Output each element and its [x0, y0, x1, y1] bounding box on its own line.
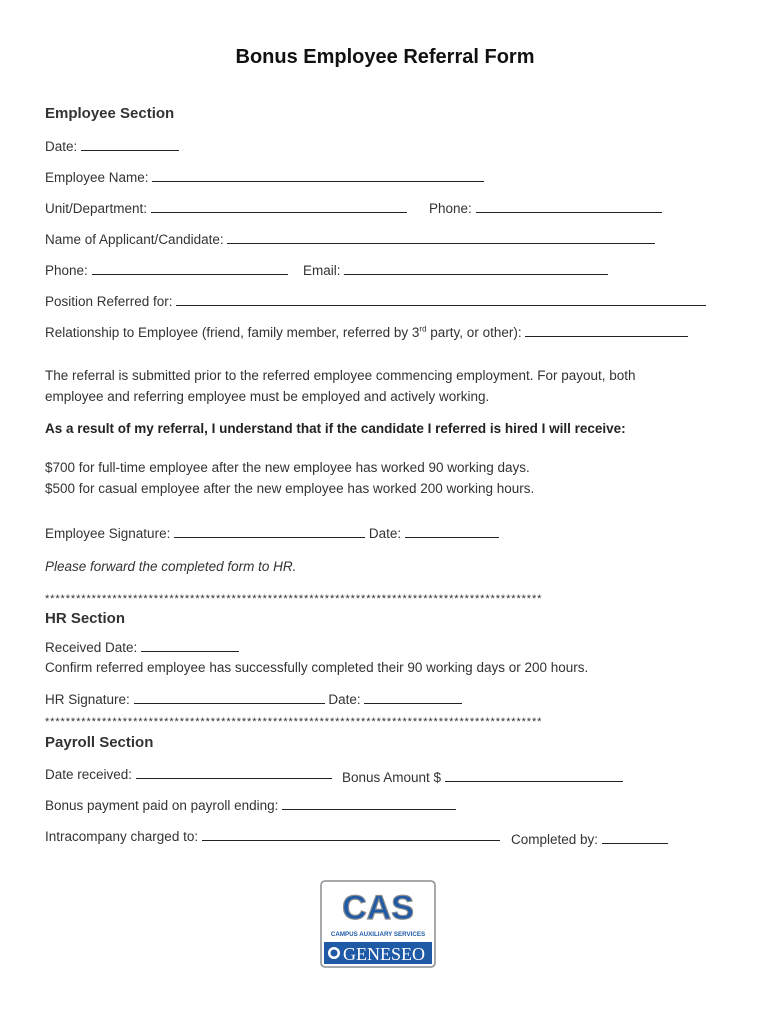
- unit-department-row: [45, 200, 407, 216]
- unit-department-field[interactable]: [151, 200, 407, 213]
- referral-text-line-1: The referral is submitted prior to the referred employee commencing employment. For payout, both: [45, 368, 636, 383]
- unit-department-label: Unit/Department:: [45, 201, 148, 216]
- phone-row: [429, 200, 662, 216]
- relationship-field[interactable]: [525, 324, 688, 337]
- employee-signature-label: Employee Signature:: [45, 526, 171, 541]
- completed-by-row: [511, 831, 668, 847]
- logo-mark: CAS: [342, 889, 414, 927]
- cas-geneseo-logo: [320, 880, 436, 968]
- bonus-casual-text: $500 for casual employee after the new employee has worked 200 working hours.: [45, 481, 535, 496]
- applicant-phone-field[interactable]: [92, 262, 288, 275]
- bonus-fulltime-text: $700 for full-time employee after the new employee has worked 90 working days.: [45, 460, 530, 475]
- hr-date-label: Date:: [328, 692, 361, 707]
- relationship-label-start: Relationship to Employee (friend, family member, referred by 3: [45, 325, 420, 340]
- employee-name-row: [45, 169, 484, 185]
- bonus-amount-field[interactable]: [445, 769, 623, 782]
- date-received-label: Date received:: [45, 767, 133, 782]
- payroll-section-heading: Payroll Section: [45, 734, 154, 751]
- payroll-ending-label: Bonus payment paid on payroll ending:: [45, 798, 279, 813]
- relationship-row: [45, 324, 688, 340]
- position-row: [45, 293, 706, 309]
- employee-section-heading: Employee Section: [45, 105, 175, 122]
- understand-statement: As a result of my referral, I understand that if the candidate I referred is hired I will receive:: [45, 421, 626, 436]
- intracompany-row: [45, 828, 500, 844]
- date-label: Date:: [45, 139, 78, 154]
- logo-line1: CAMPUS AUXILIARY SERVICES: [330, 931, 426, 938]
- separator-1: ************************************************************************************************: [45, 593, 543, 605]
- hr-signature-label: HR Signature:: [45, 692, 130, 707]
- applicant-row: [45, 231, 655, 247]
- hr-confirm-text: Confirm referred employee has successfully completed their 90 working days or 200 hours.: [45, 660, 589, 675]
- bonus-amount-label: Bonus Amount $: [342, 770, 442, 785]
- hr-signature-row: [45, 691, 462, 707]
- position-field[interactable]: [176, 293, 706, 306]
- separator-2: ************************************************************************************************: [45, 716, 543, 728]
- position-label: Position Referred for:: [45, 294, 173, 309]
- employee-signature-date-field[interactable]: [405, 525, 499, 538]
- employee-signature-date-label: Date:: [368, 526, 402, 541]
- employee-signature-row: [45, 525, 499, 541]
- email-row: [303, 262, 608, 278]
- relationship-label-end: party, or other):: [426, 325, 522, 340]
- intracompany-field[interactable]: [202, 828, 500, 841]
- employee-signature-field[interactable]: [174, 525, 365, 538]
- date-received-row: [45, 766, 332, 782]
- logo-line2: GENESEO: [343, 944, 425, 964]
- form-title: Bonus Employee Referral Form: [235, 46, 535, 68]
- date-received-field[interactable]: [136, 766, 332, 779]
- hr-section-heading: HR Section: [45, 610, 126, 627]
- phone-label: Phone:: [429, 201, 472, 216]
- received-date-label: Received Date:: [45, 640, 138, 655]
- email-field[interactable]: [344, 262, 608, 275]
- payroll-ending-row: [45, 797, 456, 813]
- applicant-phone-row: [45, 262, 288, 278]
- payroll-ending-field[interactable]: [282, 797, 456, 810]
- employee-name-field[interactable]: [152, 169, 484, 182]
- date-field[interactable]: [81, 138, 179, 151]
- employee-name-label: Employee Name:: [45, 170, 149, 185]
- email-label: Email:: [303, 263, 341, 278]
- forward-note: Please forward the completed form to HR.: [45, 559, 297, 574]
- received-date-field[interactable]: [141, 639, 239, 652]
- bonus-amount-row: [342, 769, 623, 785]
- phone-field[interactable]: [476, 200, 662, 213]
- completed-by-field[interactable]: [602, 831, 668, 844]
- received-date-row: [45, 639, 239, 655]
- hr-signature-field[interactable]: [134, 691, 325, 704]
- relationship-label-sup: rd: [419, 324, 427, 334]
- applicant-phone-label: Phone:: [45, 263, 88, 278]
- hr-date-field[interactable]: [364, 691, 462, 704]
- applicant-field[interactable]: [227, 231, 655, 244]
- referral-text-line-2: employee and referring employee must be employed and actively working.: [45, 389, 490, 404]
- completed-by-label: Completed by:: [511, 832, 599, 847]
- intracompany-label: Intracompany charged to:: [45, 829, 199, 844]
- date-row: [45, 138, 179, 154]
- applicant-label: Name of Applicant/Candidate:: [45, 232, 224, 247]
